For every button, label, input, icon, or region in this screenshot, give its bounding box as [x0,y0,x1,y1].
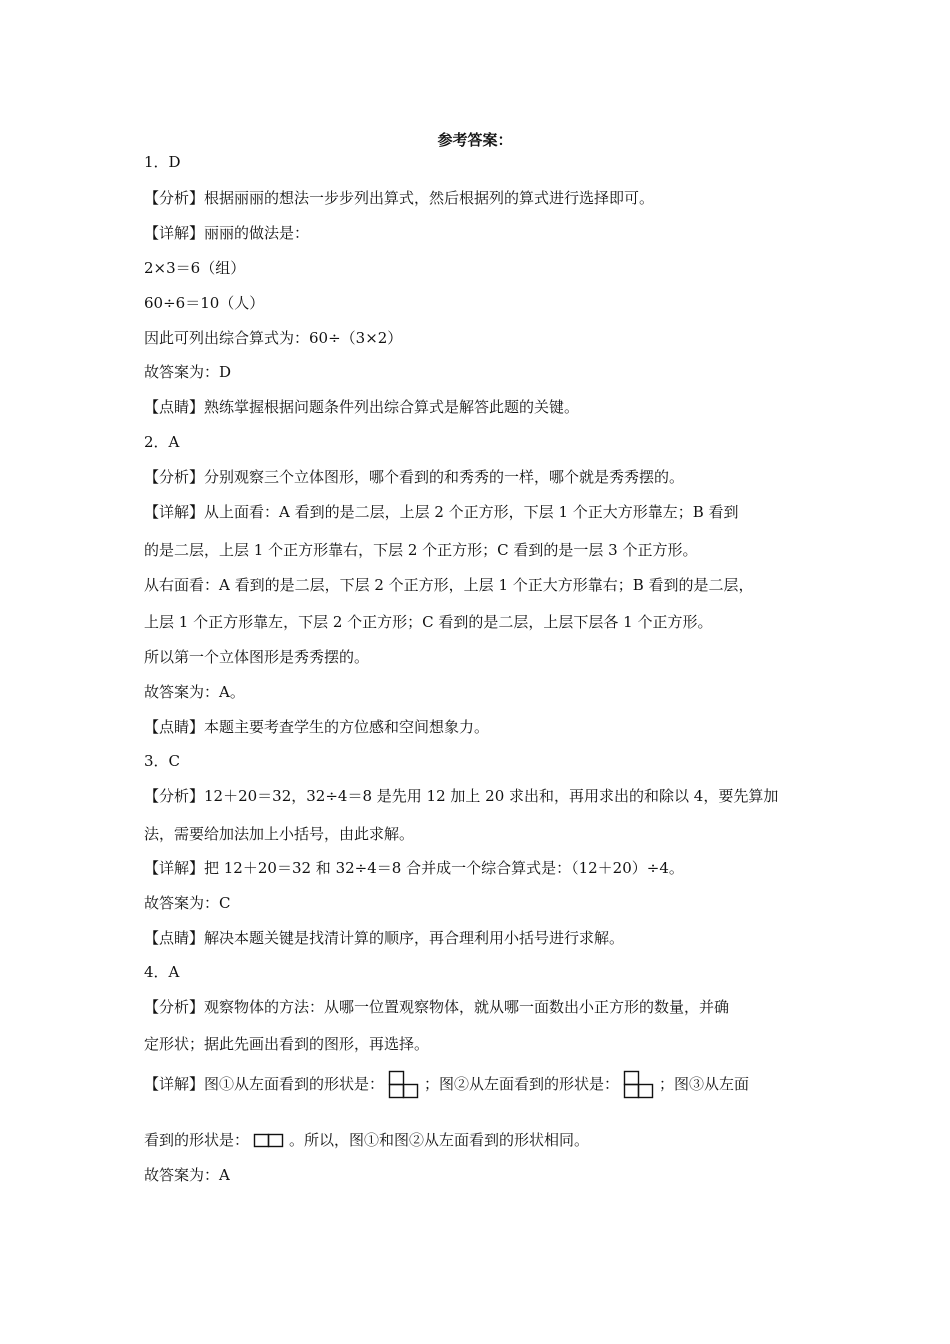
q1-analysis: 【分析】根据丽丽的想法一步步列出算式，然后根据列的算式进行选择即可。 [144,189,655,207]
q2-detail-line3: 从右面看：A 看到的是二层，下层 2 个正方形，上层 1 个正大方形靠右；B 看到的是二层， [144,576,754,594]
q4-detail-fig3-text: ；图③从左面 [659,1075,750,1093]
q2-analysis: 【分析】分别观察三个立体图形，哪个看到的和秀秀的一样，哪个就是秀秀摆的。 [144,468,685,486]
q1-comment: 【点睛】熟练掌握根据问题条件列出综合算式是解答此题的关键。 [144,398,580,416]
q4-answer: 故答案为：A [144,1166,230,1184]
q4-detail-conclusion: 。所以，图①和图②从左面看到的形状相同。 [289,1131,590,1149]
page-title: 参考答案： [437,131,513,149]
q1-step2: 60÷6＝10（人） [144,294,265,312]
q3-answer: 故答案为：C [144,894,231,912]
q2-detail-line1: 【详解】从上面看：A 看到的是二层，上层 2 个正方形，下层 1 个正大方形靠左；B 看到 [144,503,739,521]
fig1-left-view-icon [388,1070,420,1100]
q2-detail-line5: 所以第一个立体图形是秀秀摆的。 [144,648,370,666]
q3-analysis-line1: 【分析】12＋20＝32，32÷4＝8 是先用 12 加上 20 求出和，再用求出的和除以 4，要先算加 [144,787,779,805]
q2-detail-line2: 的是二层，上层 1 个正方形靠右，下层 2 个正方形；C 看到的是一层 3 个正方形。 [144,541,698,559]
q4-detail-line1 [144,1066,749,1102]
fig3-left-view-icon [253,1133,285,1149]
q4-heading: 4．A [144,963,180,981]
q4-detail-fig1-text: 【详解】图①从左面看到的形状是： [144,1075,385,1093]
q2-heading: 2．A [144,433,180,451]
q4-detail-fig3-text2: 看到的形状是： [144,1131,250,1149]
q4-analysis-line2: 定形状；据此先画出看到的图形，再选择。 [144,1035,430,1053]
q4-analysis-line1: 【分析】观察物体的方法：从哪一位置观察物体，就从哪一面数出小正方形的数量，并确 [144,998,730,1016]
q3-comment: 【点睛】解决本题关键是找清计算的顺序，再合理利用小括号进行求解。 [144,929,625,947]
q1-step1: 2×3＝6（组） [144,259,246,277]
q2-comment: 【点睛】本题主要考查学生的方位感和空间想象力。 [144,718,490,736]
q1-step3: 因此可列出综合算式为：60÷（3×2） [144,329,403,347]
q4-detail-line2 [144,1126,589,1154]
fig2-left-view-icon [623,1070,655,1100]
q3-detail: 【详解】把 12＋20＝32 和 32÷4＝8 合并成一个综合算式是：（12＋20）÷4。 [144,859,684,877]
q2-detail-line4: 上层 1 个正方形靠左，下层 2 个正方形；C 看到的是二层，上层下层各 1 个正方形。 [144,613,713,631]
q3-heading: 3．C [144,752,181,770]
q1-detail: 【详解】丽丽的做法是： [144,224,310,242]
q3-analysis-line2: 法，需要给加法加上小括号，由此求解。 [144,825,415,843]
q4-detail-fig2-text: ；图②从左面看到的形状是： [424,1075,620,1093]
q2-answer: 故答案为：A。 [144,683,245,701]
q1-heading: 1．D [144,153,181,171]
q1-answer: 故答案为：D [144,363,232,381]
